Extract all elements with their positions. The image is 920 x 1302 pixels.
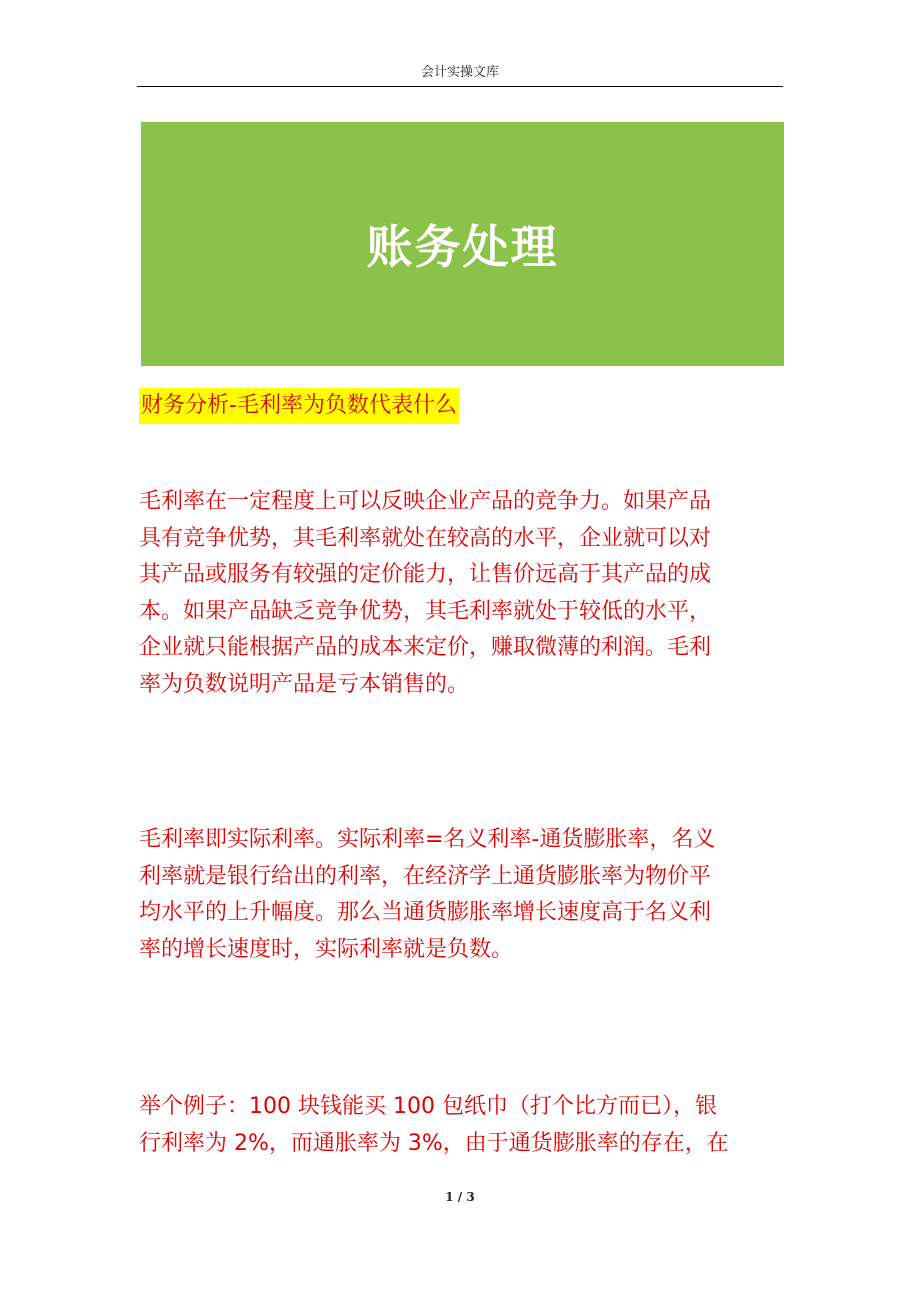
paragraph-line: 利率就是银行给出的利率，在经济学上通货膨胀率为物价平 [139,863,712,889]
paragraph-line: 本。如果产品缺乏竞争优势，其毛利率就处于较低的水平， [139,598,712,624]
paragraph-2 [139,822,784,968]
paragraph-line: 毛利率在一定程度上可以反映企业产品的竞争力。如果产品 [139,489,712,514]
paragraph-line: 行利率为 2%，而通胀率为 3%，由于通货膨胀率的存在，在 [139,1130,729,1156]
paragraph-line: 均水平的上升幅度。那么当通货膨胀率增长速度高于名义利 [139,900,712,925]
paragraph-line: 其产品或服务有较强的定价能力，让售价远高于其产品的成 [139,562,712,587]
paragraph-line: 率的增长速度时，实际利率就是负数。 [139,936,514,962]
paragraph-line: 毛利率即实际利率。实际利率=名义利率-通货膨胀率，名义 [139,827,716,852]
page-header [137,60,783,87]
paragraph-line: 率为负数说明产品是亏本销售的。 [139,671,470,697]
page-indicator: 1 / 3 [445,1190,475,1204]
site-name: 会计实操文库 [420,65,499,80]
paragraph-line: 企业就只能根据产品的成本来定价，赚取微薄的利润。毛利 [139,635,712,660]
paragraph-line: 举个例子：100 块钱能买 100 包纸巾（打个比方而已），银 [139,1094,717,1119]
banner-title: 账务处理 [366,220,559,274]
paragraph-1 [139,484,784,703]
banner [141,122,784,366]
page-footer [0,1190,920,1204]
paragraph-3 [139,1089,784,1162]
article-subtitle: 财务分析-毛利率为负数代表什么 [139,388,459,424]
paragraph-line: 具有竞争优势，其毛利率就处在较高的水平，企业就可以对 [139,525,712,551]
